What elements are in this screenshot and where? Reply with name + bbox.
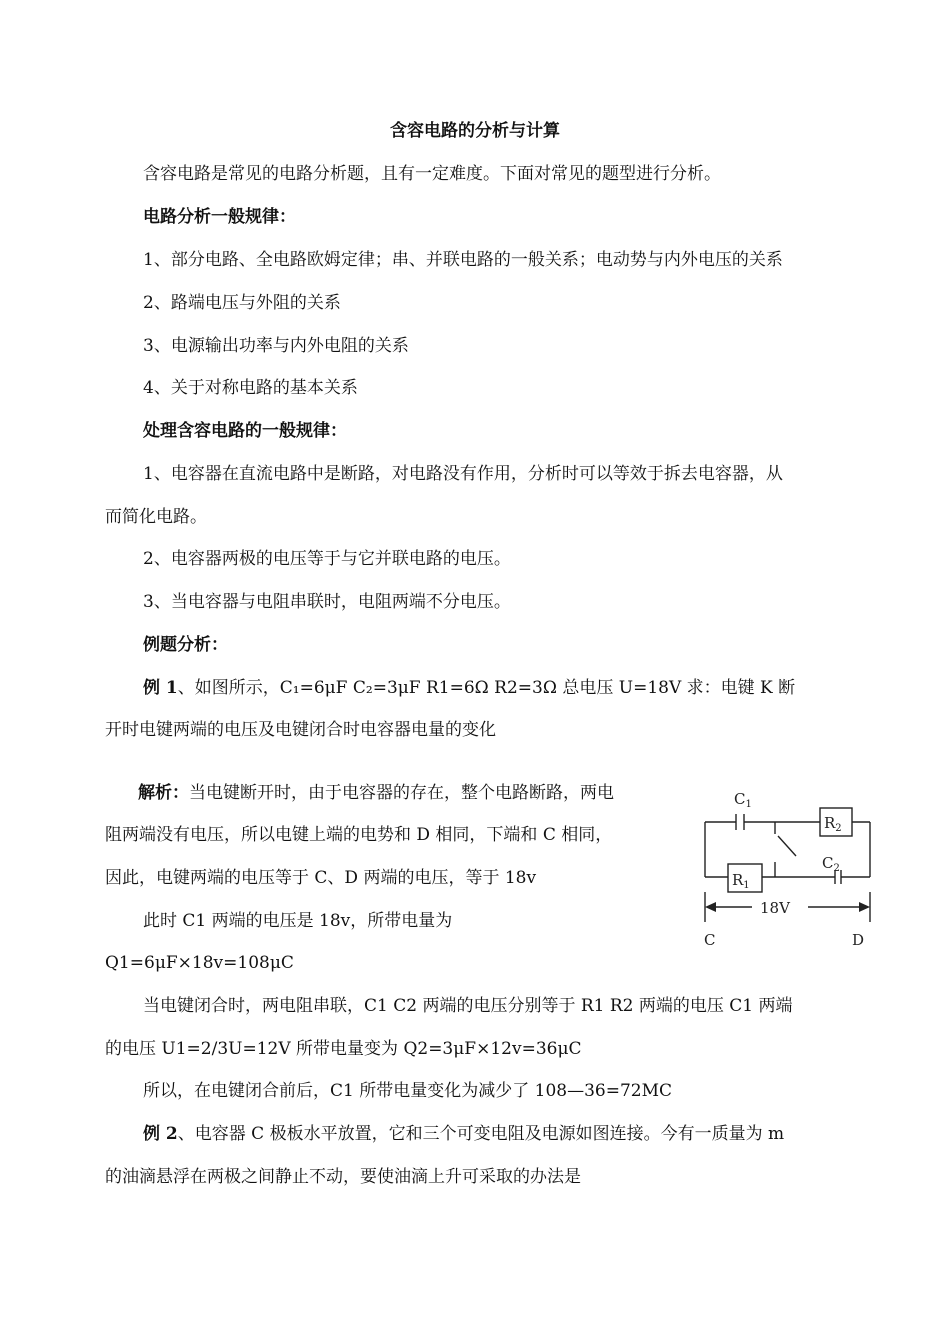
example1-label: 例 1 [143, 678, 178, 698]
example1-text: 、如图所示，C₁=6μF C₂=3μF R1=6Ω R2=3Ω 总电压 U=18V 求：电键 K 断 [177, 678, 796, 698]
general-rules-heading: 电路分析一般规律： [143, 207, 296, 227]
node-c-label: C [704, 931, 716, 949]
capacitor-rule-2: 2、电容器两极的电压等于与它并联电路的电压。 [143, 549, 511, 569]
arrow-left-head [705, 902, 716, 912]
document-title: 含容电路的分析与计算 [390, 121, 560, 141]
capacitor-rule-1-line1: 1、电容器在直流电路中是断路，对电路没有作用，分析时可以等效于拆去电容器，从 [143, 464, 783, 484]
c1-label: $C_1$ [734, 790, 752, 810]
switch-lever [778, 836, 796, 856]
closed-line1: 当电键闭合时，两电阻串联，C1 C2 两端的电压分别等于 R1 R2 两端的电压 C1 两端 [143, 996, 793, 1016]
general-rule-2: 2、路端电压与外阻的关系 [143, 293, 341, 313]
c2-label: $C_2$ [822, 854, 840, 874]
arrow-right-head [859, 902, 870, 912]
capacitor-rule-1-line2: 而简化电路。 [105, 507, 207, 527]
voltage-label: 18V [760, 899, 790, 917]
example2-label: 例 2 [143, 1124, 178, 1144]
analysis-line4: 此时 C1 两端的电压是 18v，所带电量为 [143, 911, 453, 931]
example1-line1 [105, 667, 850, 710]
example1-line2: 开时电键两端的电压及电键闭合时电容器电量的变化 [105, 720, 496, 740]
conclusion-line: 所以，在电键闭合前后，C1 所带电量变化为减少了 108—36=72MC [143, 1081, 672, 1101]
analysis-label: 解析： [138, 783, 189, 803]
examples-heading: 例题分析： [143, 635, 228, 655]
r2-label: $R_2$ [824, 814, 842, 834]
intro-paragraph: 含容电路是常见的电路分析题，且有一定难度。下面对常见的题型进行分析。 [143, 164, 721, 184]
analysis-line2: 阻两端没有电压，所以电键上端的电势和 D 相同，下端和 C 相同， [105, 825, 613, 845]
general-rule-3: 3、电源输出功率与内外电阻的关系 [143, 336, 409, 356]
analysis-line5: Q1=6μF×18v=108μC [105, 953, 294, 973]
general-rule-4: 4、关于对称电路的基本关系 [143, 378, 358, 398]
circuit-diagram [690, 782, 890, 957]
analysis-line1: 解析：当电键断开时，由于电容器的存在，整个电路断路，两电 [138, 783, 614, 803]
closed-line2: 的电压 U1=2/3U=12V 所带电量变为 Q2=3μF×12v=36μC [105, 1039, 582, 1059]
general-rule-1: 1、部分电路、全电路欧姆定律；串、并联电路的一般关系；电动势与内外电压的关系 [143, 250, 783, 270]
analysis-line3: 因此，电键两端的电压等于 C、D 两端的电压，等于 18v [105, 868, 537, 888]
capacitor-rules-heading: 处理含容电路的一般规律： [143, 421, 347, 441]
r1-label: $R_1$ [732, 871, 750, 891]
example2-line2: 的油滴悬浮在两极之间静止不动，要使油滴上升可采取的办法是 [105, 1167, 581, 1187]
example2-line1 [105, 1113, 850, 1156]
node-d-label: D [852, 931, 865, 949]
example2-text: 、电容器 C 极板水平放置，它和三个可变电阻及电源如图连接。今有一质量为 m [177, 1124, 785, 1144]
capacitor-rule-3: 3、当电容器与电阻串联时，电阻两端不分电压。 [143, 592, 511, 612]
